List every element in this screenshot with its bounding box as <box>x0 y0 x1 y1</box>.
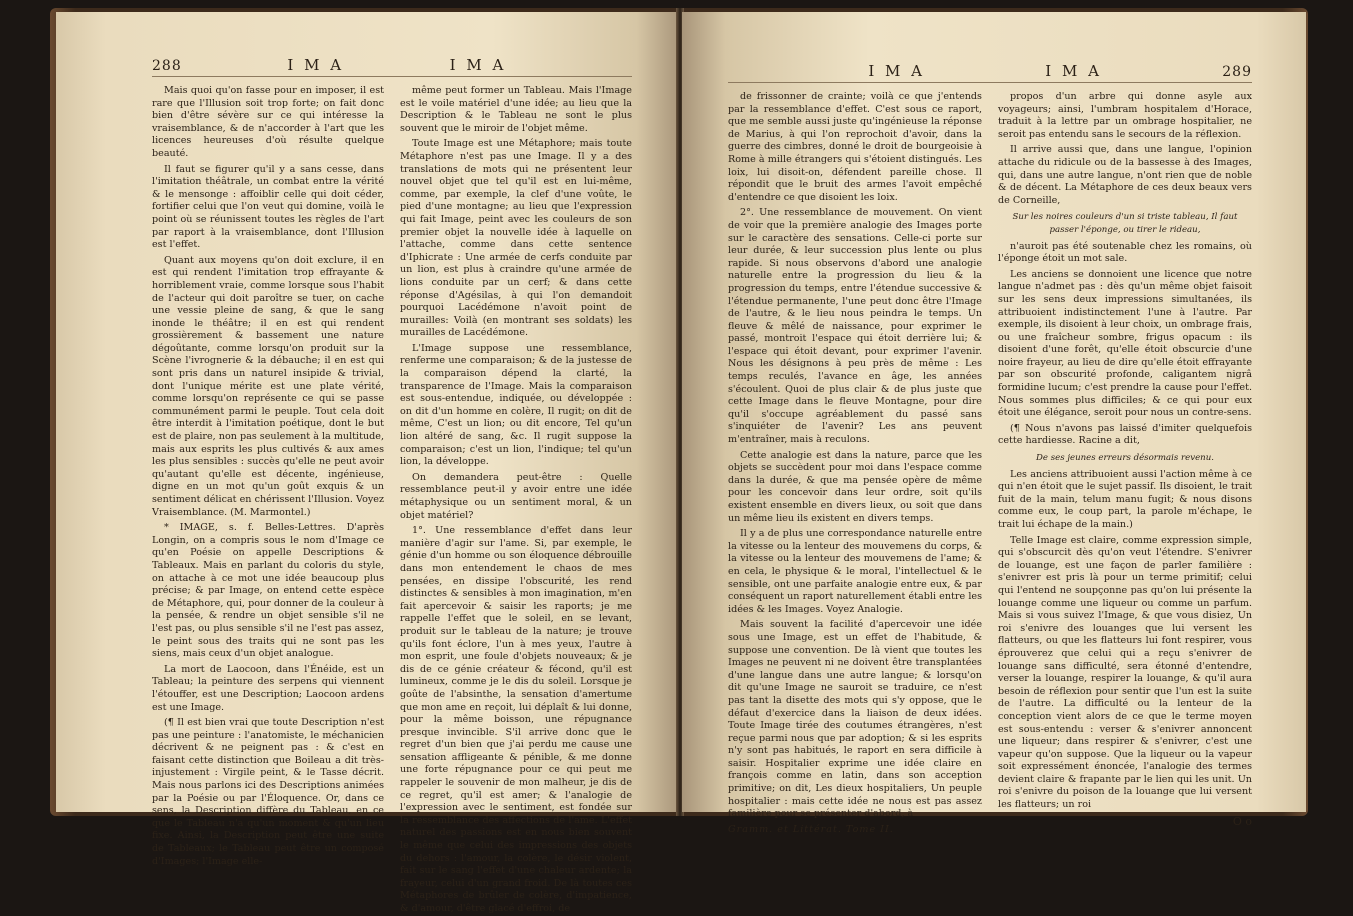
left-running-head <box>152 56 632 77</box>
right-column-2 <box>998 91 1252 828</box>
paragraph: Mais souvent la facilité d'apercevoir une idée sous une Image, est un effet de l'habitude, & suppose une convention. De là vient que toutes les Images ne peuvent ni ne doivent être transplantées d'une langue dans une autre langue; & lorsqu'on dit qu'une Image ne sauroit se traduire, ce n'est pas tant la disette des mots qui s'y oppose, que le défaut d'exercice dans la liaison de deux idées. Toute Image tirée des coutumes étrangères, n'est reçue parmi nous que par adoption; & si les esprits n'y sont pas habitués, le raport en sera difficile à saisir. Hospitalier exprime une idée claire en françois comme en latin, dans son acception primitive; on dit, Les dieux hospitaliers, Un peuple hospitalier : mais cette idée ne nous est pas assez familière pour se présenter d'abord, à <box>728 619 982 820</box>
left-page-number: 288 <box>152 58 182 74</box>
right-column-1 <box>728 91 982 835</box>
right-running-title-1: I M A <box>868 62 925 80</box>
left-running-title-1: I M A <box>287 56 345 74</box>
paragraph: Cette analogie est dans la nature, parce que les objets se succèdent pour moi dans l'espace comme dans la durée, & que ma pensée opère de même pour les concevoir dans leur ordre, soit qu'ils existent ensemble en divers lieux, ou soit que dans un même lieu ils existent en divers temps. <box>728 449 982 524</box>
paragraph: Il faut se figurer qu'il y a sans cesse, dans l'imitation théâtrale, un combat entre la vérité & le mensonge : affoiblir celle qui doit céder, fortifier celui que l'on veut qui domine, voilà le point où se réunissent toutes les règles de l'art par raport à la vraisemblance, dont l'Illusion est l'effet. <box>152 163 384 251</box>
left-column-2 <box>400 85 632 914</box>
paragraph: 2°. Une ressemblance de mouvement. On vient de voir que la première analogie des Images porte sur le caractère des sensations. Celle-ci porte sur leur durée, & leur succession plus lente ou plus rapide. Si nous observons d'abord une analogie naturelle entre la progression du lieu & la progression du temps, entre l'étendue successive & l'étendue permanente, l'une peut donc être l'Image de l'autre, & le lieu nous peindra le temps. Un fleuve & mêlé de naissance, pour exprimer le passé, montroit l'espace qui étoit derrière lui; & l'espace qui étoit devant, pour exprimer l'avenir. Nous les désignons à peu près de même : Les temps reculés, l'avance en âge, les années s'écoulent. Quoi de plus clair & de plus juste que cette Image dans le fleuve Montagne, pour dire qu'il s'occupe agréablement du passé sans s'inquiéter de l'avenir? Les ans peuvent m'entraîner, mais à reculons. <box>728 207 982 446</box>
verse-quote: Sur les noires couleurs d'un si triste tableau, Il faut passer l'éponge, ou tirer le rideau, <box>1012 212 1238 235</box>
paragraph: propos d'un arbre qui donne asyle aux voyageurs; ainsi, l'umbram hospitalem d'Horace, traduit à la lettre par un ombrage hospitalier, ne seroit pas entendu sans le secours de la réflexion. <box>998 91 1252 140</box>
paragraph: même peut former un Tableau. Mais l'Image est le voile matériel d'une idée; au lieu que la Description & le Tableau ne sont le plus souvent que le miroir de l'objet même. <box>400 85 632 134</box>
paragraph: (¶ Il est bien vrai que toute Description n'est pas une peinture : l'anatomiste, le méchanicien décrivent & ne peignent pas : & c'est en faisant cette distinction que Boileau a dit très-injustement : Virgile peint, & le Tasse décrit. Mais nous parlons ici des Descriptions animées par la Poésie ou par l'Éloquence. Or, dans ce sens, la Description diffère du Tableau, en ce que le Tableau n'a qu'un moment & qu'un lieu fixe. Ainsi, la Description peut être une suite de Tableaux; le Tableau peut être un composé d'Images; l'Image elle- <box>152 717 384 867</box>
paragraph: Toute Image est une Métaphore; mais toute Métaphore n'est pas une Image. Il y a des translations de mots qui ne présentent leur nouvel objet que tel qu'il est en lui-même, comme, par exemple, la clef d'une voûte, le pied d'une montagne; au lieu que l'expression qui fait Image, peint avec les couleurs de son premier objet la nouvelle idée à laquelle on l'attache, comme dans cette sentence d'Iphicrate : Une armée de cerfs conduite par un lion, est plus à craindre qu'une armée de lions conduite par un cerf; & dans cette réponse d'Agésilas, à qui l'on demandoit pourquoi Lacédémone n'avoit point de murailles: Voilà (en montrant ses soldats) les murailles de Lacédémone. <box>400 138 632 339</box>
paragraph: La mort de Laocoon, dans l'Énéide, est un Tableau; la peinture des serpens qui viennent l'étouffer, est une Description; Laocoon ardens est une Image. <box>152 663 384 713</box>
paragraph: On demandera peut-être : Quelle ressemblance peut-il y avoir entre une idée métaphysique ou un sentiment moral, & un objet matériel? <box>400 471 632 521</box>
paragraph: L'Image suppose une ressemblance, renferme une comparaison; & de la justesse de la comparaison dépend la clarté, la transparence de l'Image. Mais la comparaison est sous-entendue, indiquée, ou développée : on dit d'un homme en colère, Il rugit; on dit de même, C'est un lion; ou dit encore, Tel qu'un lion altéré de sang, &c. Il rugit suppose la comparaison; c'est un lion, l'indique; tel qu'un lion, la développe. <box>400 342 632 468</box>
paragraph: Il y a de plus une correspondance naturelle entre la vitesse ou la lenteur des mouvemens du corps, & la vitesse ou la lenteur des mouvemens de l'ame; & en cela, le physique & le moral, l'intellectuel & le sensible, ont une parfaite analogie entre eux, & par conséquent un raport naturellement établi entre les idées & les Images. Voyez Analogie. <box>728 528 982 615</box>
paragraph: Mais quoi qu'on fasse pour en imposer, il est rare que l'Illusion soit trop forte; on fait donc bien d'être sévère sur ce qui intéresse la vraisemblance, & de n'accorder à l'art que les licences heureuses d'où résulte quelque beauté. <box>152 85 384 159</box>
open-book <box>50 8 1308 914</box>
left-running-title-2: I M A <box>449 56 507 74</box>
paragraph: de frissonner de crainte; voilà ce que j'entends par la ressemblance d'effet. C'est sous ce raport, que me semble aussi juste qu'ingénieuse la réponse de Marius, à qui l'on reprochoit d'avoir, dans la guerre des cimbres, donné le droit de bourgeoisie à Rome à mille étrangers qui s'étoient distingués. Les loix, lui disoit-on, défendent pareille chose. Il répondit que le bruit des armes l'avoit empêché d'entendre ce que disoient les loix. <box>728 91 982 203</box>
right-running-head <box>728 62 1252 83</box>
paragraph: n'auroit pas été soutenable chez les romains, où l'éponge étoit un mot sale. <box>998 240 1252 265</box>
signature-line: Gramm. et Littérat. Tome II. <box>728 823 894 835</box>
paragraph: Les anciens attribuoient aussi l'action même à ce qui n'en étoit que le sujet passif. Ils disoient, le trait fuit de la main, telum manu fugit; & nous disons comme eux, le coup part, la parole m'échape, le trait lui échape de la main.) <box>998 468 1252 530</box>
right-running-title-2: I M A <box>1045 62 1102 80</box>
paragraph: 1°. Une ressemblance d'effet dans leur manière d'agir sur l'ame. Si, par exemple, le génie d'un homme ou son éloquence débrouille dans mon entendement le chaos de mes pensées, en dissipe l'obscurité, les rend distinctes & sensibles à mon imagination, m'en fait apercevoir & saisir les raports; je me rappelle l'effet que le soleil, en se levant, produit sur le tableau de la nature; je trouve qu'ils font éclore, l'un à mes yeux, l'autre à mon esprit, une foule d'objets nouveaux; & je dis de ce génie créateur & fécond, qu'il est lumineux, comme je le dis du soleil. Lorsque je goûte de l'absinthe, la sensation d'amertume que mon ame en reçoit, lui déplaît & lui donne, pour la même boisson, une répugnance presque invincible. S'il arrive donc que le regret d'un bien que j'ai perdu me cause une sensation affligeante & pénible, & me donne une forte répugnance pour ce qui peut me rappeler le souvenir de mon malheur, je dis de ce regret, qu'il est amer; & l'analogie de l'expression avec le sentiment, est fondée sur la ressemblance des affections de l'ame. L'effet naturel des passions est en nous bien souvent le même que celui des impressions des objets du dehors : l'amour, la colère, le désir violent, fait sur le sang l'effet d'une chaleur ardente; la frayeur, celui d'un grand froid. De là toutes ces Métaphores de brûler de colère, d'impatience, & d'amour, d'être glacé d'effroi, de <box>400 525 632 914</box>
paragraph: Telle Image est claire, comme expression simple, qui s'obscurcit dès qu'on veut l'étendre. S'enivrer de louange, est une façon de parler familière : s'enivrer est pris là pour un terme primitif; celui qui l'entend ne soupçonne pas qu'on lui présente la louange comme une liqueur ou comme un parfum. Mais si vous suivez l'Image, & que vous disiez, Un roi s'enivre des louanges que lui versent les flatteurs, ou que les flatteurs lui font respirer, vous éprouverez que celui qui a reçu s'enivrer de louange sans difficulté, sera étonné d'entendre, verser la louange, respirer la louange, & qu'il aura besoin de réflexion pour sentir que l'un est la suite de l'autre. La difficulté ou la lenteur de la conception vient alors de ce que le terme moyen est sous-entendu : verser & s'enivrer annoncent une liqueur; dans respirer & s'enivrer, c'est une vapeur qu'on suppose. Que la liqueur ou la vapeur soit expressément énoncée, l'analogie des termes devient claire & frapante par le lien qui les unit. Un roi s'enivre du poison de la louange que lui versent les flatteurs; un roi <box>998 534 1252 811</box>
paragraph: Quant aux moyens qu'on doit exclure, il en est qui rendent l'imitation trop effrayante & horriblement vraie, comme lorsque sous l'habit de l'acteur qui doit paroître se tuer, on cache une vessie pleine de sang, & que le sang inonde le théâtre; il en est qui rendent grossièrement & bassement une nature dégoûtante, comme lorsqu'on produit sur la Scène l'ivrognerie & la débauche; il en est qui sont pris dans un naturel insipide & trivial, dont l'unique mérite est une plate vérité, comme lorsqu'on représente ce qui se passe communément parmi le peuple. Tout cela doit être interdit à l'imitation poétique, dont le but est de plaire, non pas seulement à la multitude, mais aux esprits les plus cultivés & aux ames les plus sensibles : succès qu'elle ne peut avoir qu'autant qu'elle est décente, ingénieuse, digne en un mot qu'un goût exquis & un sentiment délicat en chérissent l'Illusion. Voyez Vraisemblance. (M. Marmontel.) <box>152 254 384 518</box>
paragraph: (¶ Nous n'avons pas laissé d'imiter quelquefois cette hardiesse. Racine a dit, <box>998 422 1252 447</box>
left-page <box>56 12 680 914</box>
verse-quote: De ses jeunes erreurs désormais revenu. <box>1036 453 1214 464</box>
paragraph: Les anciens se donnoient une licence que notre langue n'admet pas : dès qu'un même objet faisoit sur les sens deux impressions simultanées, ils attribuoient indistinctement l'une à l'autre. Par exemple, ils disoient à leur choix, un ombrage frais, ou une fraîcheur sombre, frigus opacum : ils disoient d'une forêt, qu'elle étoit obscurcie d'une noire frayeur, au lieu de dire qu'elle étoit effrayante par son obscurité profonde, caligantem nigrâ formidine lucum; c'est prendre la cause pour l'effet. Nous sommes plus difficiles; & ce qui pour eux étoit une élégance, seroit pour nous un contre-sens. <box>998 268 1252 419</box>
paragraph: * IMAGE, s. f. Belles-Lettres. D'après Longin, on a compris sous le nom d'Image ce qu'en Poésie on appelle Descriptions & Tableaux. Mais en parlant du coloris du style, on attache à ce mot une idée beaucoup plus précise; & par Image, on entend cette espèce de Métaphore, qui, pour donner de la couleur à la pensée, & rendre un objet sensible s'il ne l'est pas, ou plus sensible s'il ne l'est pas assez, le peint sous des traits qui ne sont pas les siens, mais ceux d'un objet analogue. <box>152 522 384 660</box>
right-page-number: 289 <box>1222 64 1252 80</box>
left-column-1 <box>152 85 384 867</box>
paragraph: Il arrive aussi que, dans une langue, l'opinion attache du ridicule ou de la bassesse à des Images, qui, dans une autre langue, n'ont rien que de noble & de décent. La Métaphore de ces deux beaux vers de Corneille, <box>998 144 1252 206</box>
right-page <box>682 12 1306 835</box>
signature-mark: O o <box>1232 814 1252 828</box>
